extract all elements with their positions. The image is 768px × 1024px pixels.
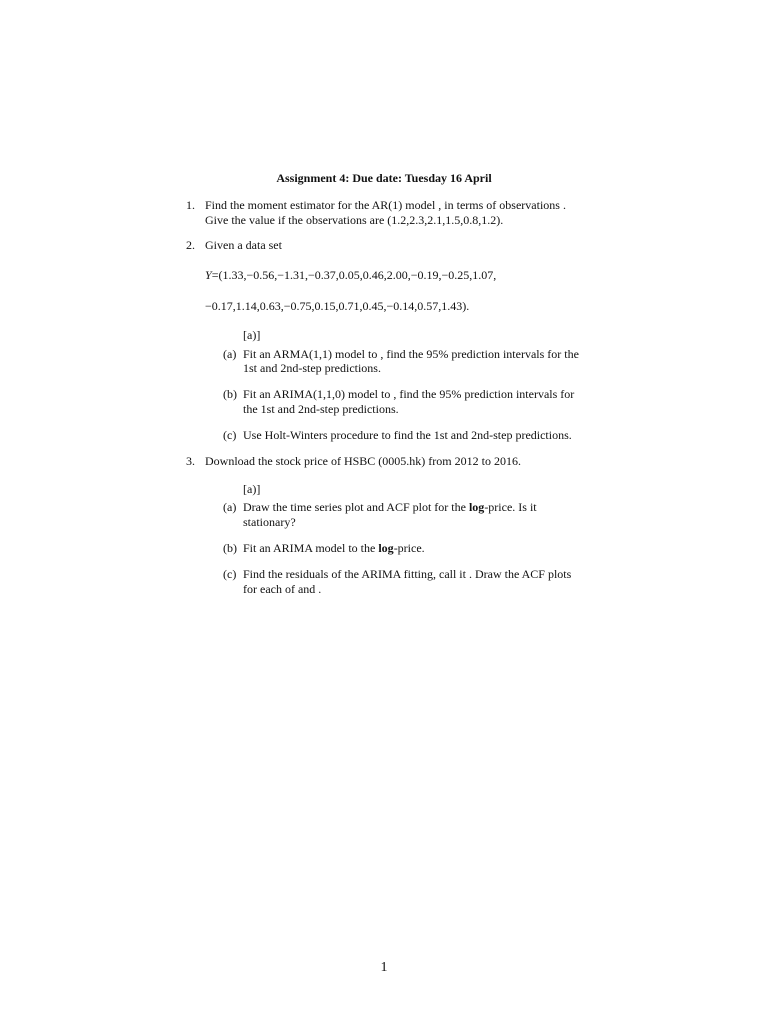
sub-question-text-line: [243, 500, 537, 515]
sub-question-text-line: 1st and 2nd-step predictions.: [243, 361, 381, 375]
question-text-line: Find the moment estimator for the AR(1) model , in terms of observations .: [205, 198, 566, 212]
list-marker: [a)]: [243, 482, 261, 496]
question-number: 2.: [186, 238, 195, 252]
question-number: 3.: [186, 454, 195, 468]
emphasis-text: log: [468, 500, 485, 514]
text-segment: Fit an ARIMA model to the: [243, 541, 379, 555]
data-values: =(1.33,−0.56,−1.31,−0.37,0.05,0.46,2.00,−0.19,−0.25,1.07,: [211, 268, 497, 282]
sub-question-text-line: for each of and .: [243, 582, 322, 596]
text-segment: -price.: [393, 541, 425, 555]
list-marker: [a)]: [243, 328, 261, 342]
text-segment: -price. Is it: [484, 500, 537, 514]
sub-question-label: (b): [223, 387, 237, 401]
page-number: 1: [380, 960, 388, 975]
page-title: Assignment 4: Due date: Tuesday 16 April: [276, 171, 492, 185]
sub-question-text-line: Fit an ARIMA(1,1,0) model to , find the 95% prediction intervals for: [243, 387, 575, 401]
sub-question-label: (b): [223, 541, 237, 555]
sub-question-text-line: Fit an ARMA(1,1) model to , find the 95% prediction intervals for the: [243, 347, 579, 361]
question-intro: Download the stock price of HSBC (0005.hk) from 2012 to 2016.: [205, 454, 521, 468]
text-segment: Draw the time series plot and ACF plot for the: [243, 500, 469, 514]
question-text-line: Give the value if the observations are (1.2,2.3,2.1,1.5,0.8,1.2).: [205, 213, 504, 227]
question-intro: Given a data set: [205, 238, 282, 252]
emphasis-text: log: [378, 541, 394, 555]
data-variable: Y: [205, 268, 212, 282]
data-set-line-2: −0.17,1.14,0.63,−0.75,0.15,0.71,0.45,−0.14,0.57,1.43).: [205, 299, 470, 313]
sub-question-text-line: Find the residuals of the ARIMA fitting, call it . Draw the ACF plots: [243, 567, 572, 581]
sub-question-label: (c): [223, 428, 237, 442]
sub-question-text-line: [243, 541, 425, 556]
sub-question-label: (c): [223, 567, 237, 581]
sub-question-text-line: the 1st and 2nd-step predictions.: [243, 402, 399, 416]
question-number: 1.: [186, 198, 195, 212]
data-set-line-1: [205, 268, 496, 283]
sub-question-text-line: Use Holt-Winters procedure to find the 1st and 2nd-step predictions.: [243, 428, 572, 442]
sub-question-label: (a): [223, 347, 237, 361]
sub-question-label: (a): [223, 500, 237, 514]
sub-question-text-line: stationary?: [243, 515, 296, 529]
